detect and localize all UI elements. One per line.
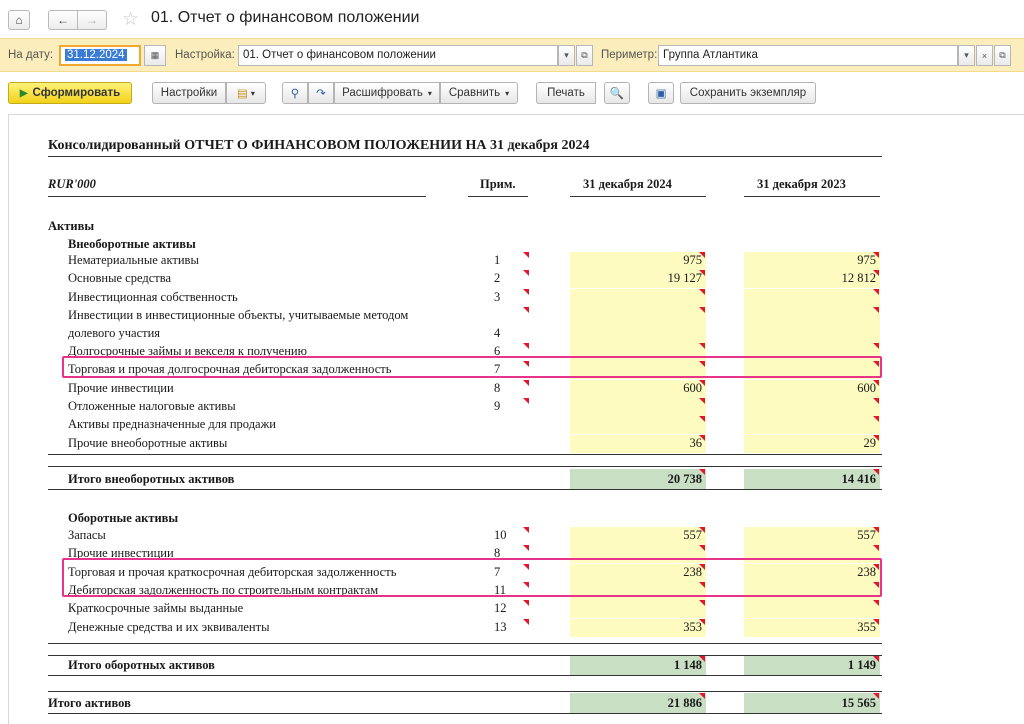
setting-input[interactable]: 01. Отчет о финансовом положении	[238, 45, 558, 66]
comment-marker-icon	[699, 545, 705, 551]
comment-marker-icon	[873, 600, 879, 606]
value-cell-2024[interactable]	[570, 307, 706, 343]
header-underline	[48, 196, 426, 197]
row-label-continued: долевого участия	[68, 326, 161, 340]
noncurrent-total-label: Итого внеоборотных активов	[68, 472, 235, 486]
setting-open-button[interactable]	[576, 45, 593, 66]
setting-dropdown-button[interactable]	[558, 45, 575, 66]
comment-marker-icon	[699, 343, 705, 349]
filter-bar	[0, 38, 1024, 72]
floppy-disk-icon: ▣	[655, 88, 667, 100]
comment-marker-icon	[523, 252, 529, 258]
row-label: Денежные средства и их эквиваленты	[68, 620, 270, 634]
current-total-2024: 1 148	[673, 658, 702, 672]
forward-button[interactable]	[77, 10, 107, 30]
compare-label: Сравнить	[448, 87, 501, 99]
comment-marker-icon	[523, 619, 529, 625]
assets-total-2024: 21 886	[667, 696, 702, 710]
title-bar	[0, 0, 1024, 38]
row-label: Долгосрочные займы и векселя к получению	[68, 344, 307, 358]
header-underline	[468, 196, 528, 197]
row-label: Торговая и прочая краткосрочная дебиторская задолженность	[68, 565, 397, 579]
comment-marker-icon	[873, 307, 879, 313]
value-2023: 12 812	[841, 271, 876, 285]
open-window-icon: ⧉	[581, 50, 588, 60]
comment-marker-icon	[873, 289, 879, 295]
favorite-star-icon[interactable]: ☆	[122, 9, 140, 30]
comment-marker-icon	[873, 416, 879, 422]
total-underline	[48, 675, 882, 676]
section-assets: Активы	[48, 219, 95, 233]
row-label: Инвестиции в инвестиционные объекты, учитываемые методом	[68, 308, 409, 322]
chevron-down-icon: ▾	[964, 50, 969, 60]
arrow-right-icon: →	[86, 13, 98, 27]
row-label: Торговая и прочая долгосрочная дебиторская задолженность	[68, 362, 392, 376]
row-label: Дебиторская задолженность по строительным контрактам	[68, 583, 379, 597]
row-note: 6	[494, 344, 501, 358]
save-button[interactable]	[648, 82, 674, 104]
value-2023: 600	[857, 381, 876, 395]
row-label: Активы предназначенные для продажи	[68, 417, 276, 431]
separator-line	[48, 643, 882, 644]
row-note: 4	[494, 326, 501, 340]
value-2023: 355	[857, 620, 876, 634]
highlight-box	[62, 356, 882, 378]
row-label: Прочие инвестиции	[68, 381, 174, 395]
title-underline	[48, 156, 882, 157]
value-2023: 29	[863, 436, 876, 450]
perimeter-dropdown-button[interactable]	[958, 45, 975, 66]
row-note: 3	[494, 290, 501, 304]
comment-marker-icon	[523, 600, 529, 606]
value-2024: 600	[683, 381, 702, 395]
search-next-icon: ↷	[316, 88, 326, 100]
comment-marker-icon	[523, 545, 529, 551]
chevron-down-icon: ▾	[427, 88, 432, 98]
row-note: 11	[494, 583, 507, 597]
perimeter-open-button[interactable]	[994, 45, 1011, 66]
row-label: Отложенные налоговые активы	[68, 399, 236, 413]
value-2024: 19 127	[667, 271, 702, 285]
header-underline	[570, 196, 706, 197]
value-cell-2023[interactable]	[744, 416, 880, 434]
row-note: 2	[494, 271, 501, 285]
comment-marker-icon	[699, 600, 705, 606]
row-note: 12	[494, 601, 507, 615]
row-note: 10	[494, 528, 507, 542]
assets-total-label: Итого активов	[48, 696, 131, 710]
comment-marker-icon	[873, 398, 879, 404]
print-button[interactable]: Печать	[536, 82, 596, 104]
row-label: Нематериальные активы	[68, 253, 199, 267]
value-2024: 353	[683, 620, 702, 634]
row-label: Инвестиционная собственность	[68, 290, 238, 304]
chevron-down-icon: ▾	[505, 88, 510, 98]
print-preview-icon: 🔍	[609, 88, 625, 100]
window-title: 01. Отчет о финансовом положении	[151, 9, 420, 26]
assets-total-2023: 15 565	[841, 696, 876, 710]
calendar-icon: ▦	[150, 50, 160, 60]
comment-marker-icon	[523, 289, 529, 295]
value-cell-2024[interactable]	[570, 600, 706, 618]
current-header: Оборотные активы	[68, 511, 179, 525]
value-cell-2024[interactable]	[570, 416, 706, 434]
current-total-label: Итого оборотных активов	[68, 658, 215, 672]
decode-button[interactable]	[334, 82, 440, 104]
perimeter-input[interactable]: Группа Атлантика	[658, 45, 958, 66]
date-input[interactable]	[59, 45, 141, 66]
noncurrent-total-2023: 14 416	[841, 472, 876, 486]
row-label: Прочие инвестиции	[68, 546, 174, 560]
comment-marker-icon	[523, 398, 529, 404]
current-total-2023: 1 149	[847, 658, 876, 672]
comment-marker-icon	[523, 270, 529, 276]
value-2024: 36	[689, 436, 702, 450]
calendar-button[interactable]	[144, 45, 166, 66]
value-2024: 238	[683, 565, 702, 579]
decode-label: Расшифровать	[342, 87, 423, 99]
value-cell-2024[interactable]	[570, 289, 706, 307]
comment-marker-icon	[523, 527, 529, 533]
generate-button[interactable]	[8, 82, 132, 104]
row-label: Запасы	[68, 528, 106, 542]
row-note: 1	[494, 253, 501, 267]
column-note-header: Прим.	[480, 177, 516, 191]
separator-line	[48, 454, 882, 455]
row-label: Основные средства	[68, 271, 172, 285]
print-preview-button[interactable]	[604, 82, 630, 104]
row-note: 7	[494, 565, 501, 579]
open-window-icon: ⧉	[999, 50, 1006, 60]
date-label: На дату:	[8, 49, 54, 61]
value-cell-2023[interactable]	[744, 307, 880, 343]
total-underline	[48, 489, 882, 490]
value-2023: 238	[857, 565, 876, 579]
home-icon: ⌂	[15, 13, 23, 27]
chevron-down-icon: ▾	[564, 50, 569, 60]
row-note: 9	[494, 399, 501, 413]
settings-button[interactable]: Настройки	[152, 82, 226, 104]
search-icon: ⚲	[290, 88, 300, 100]
comment-marker-icon	[523, 380, 529, 386]
comment-marker-icon	[523, 307, 529, 313]
value-cell-2023[interactable]	[744, 600, 880, 618]
perimeter-label: Периметр:	[601, 49, 658, 61]
row-note: 8	[494, 381, 501, 395]
perimeter-clear-button[interactable]	[976, 45, 993, 66]
row-note: 13	[494, 620, 507, 634]
value-2023: 975	[857, 253, 876, 267]
play-icon: ▶	[19, 87, 28, 99]
comment-marker-icon	[699, 398, 705, 404]
report-variants-icon: ▤	[237, 88, 248, 100]
chevron-down-icon: ▾	[250, 88, 255, 98]
value-cell-2024[interactable]	[570, 398, 706, 416]
close-icon: ×	[981, 50, 988, 61]
arrow-left-icon: ←	[57, 13, 69, 27]
value-cell-2023[interactable]	[744, 289, 880, 307]
noncurrent-header: Внеоборотные активы	[68, 237, 196, 251]
comment-marker-icon	[873, 343, 879, 349]
comment-marker-icon	[523, 343, 529, 349]
row-label: Прочие внеоборотные активы	[68, 436, 228, 450]
back-button[interactable]	[48, 10, 78, 30]
total-underline	[48, 713, 882, 714]
compare-button[interactable]	[440, 82, 518, 104]
highlight-box	[62, 558, 882, 597]
comment-marker-icon	[873, 545, 879, 551]
home-button[interactable]	[8, 10, 30, 30]
find-button[interactable]	[282, 82, 308, 104]
separator-line	[48, 466, 882, 467]
column-2024-header: 31 декабря 2024	[583, 177, 672, 191]
setting-label: Настройка:	[175, 49, 235, 61]
value-cell-2023[interactable]	[744, 398, 880, 416]
report-title: Консолидированный ОТЧЕТ О ФИНАНСОВОМ ПОЛОЖЕНИИ НА 31 декабря 2024	[48, 138, 590, 153]
row-label: Краткосрочные займы выданные	[68, 601, 244, 615]
comment-marker-icon	[699, 416, 705, 422]
value-2024: 975	[683, 253, 702, 267]
header-underline	[744, 196, 880, 197]
comment-marker-icon	[699, 289, 705, 295]
separator-line	[48, 691, 882, 692]
noncurrent-total-2024: 20 738	[667, 472, 702, 486]
comment-marker-icon	[699, 307, 705, 313]
value-2023: 557	[857, 528, 876, 542]
row-note: 8	[494, 546, 501, 560]
save-instance-button[interactable]: Сохранить экземпляр	[680, 82, 816, 104]
find-next-button[interactable]	[308, 82, 334, 104]
currency-label: RUR'000	[48, 177, 96, 191]
generate-label: Сформировать	[32, 87, 121, 99]
row-note: 7	[494, 362, 501, 376]
variants-button[interactable]	[226, 82, 266, 104]
date-value: 31.12.2024	[67, 49, 125, 61]
column-2023-header: 31 декабря 2023	[757, 177, 846, 191]
value-2024: 557	[683, 528, 702, 542]
